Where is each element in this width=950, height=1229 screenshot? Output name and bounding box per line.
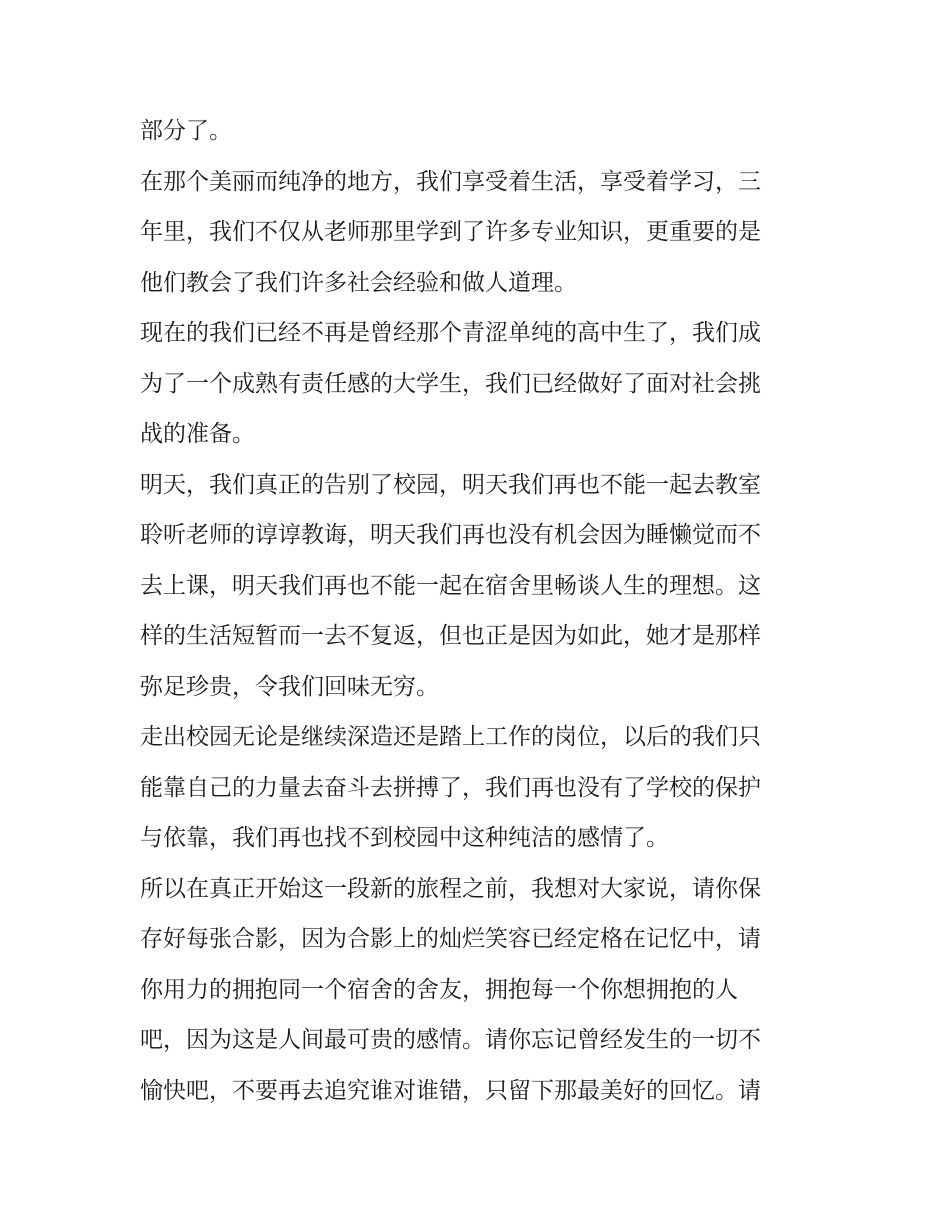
text-line: 你用力的拥抱同一个宿舍的舍友，拥抱每一个你想拥抱的人	[140, 976, 738, 1003]
text-line: 所以在真正开始这一段新的旅程之前，我想对大家说，请你保	[140, 875, 761, 902]
document-body	[140, 106, 812, 1116]
text-line: 为了一个成熟有责任感的大学生，我们已经做好了面对社会挑	[140, 370, 761, 397]
text-line: 现在的我们已经不再是曾经那个青涩单纯的高中生了，我们成	[140, 320, 761, 346]
text-line: 部分了。	[140, 118, 232, 144]
text-line: 明天，我们真正的告别了校园，明天我们再也不能一起去教室	[140, 471, 761, 498]
text-line: 走出校园无论是继续深造还是踏上工作的岗位，以后的我们只	[140, 724, 761, 750]
text-line: 年里，我们不仅从老师那里学到了许多专业知识，更重要的是	[140, 219, 761, 245]
text-line: 愉快吧，不要再去追究谁对谁错，只留下那最美好的回忆。请	[140, 1077, 761, 1104]
text-line: 在那个美丽而纯净的地方，我们享受着生活，享受着学习，三	[140, 168, 761, 195]
text-line: 样的生活短暂而一去不复返，但也正是因为如此，她才是那样	[140, 623, 761, 649]
text-line: 与依靠，我们再也找不到校园中这种纯洁的感情了。	[140, 825, 669, 851]
text-line: 能靠自己的力量去奋斗去拼搏了，我们再也没有了学校的保护	[140, 774, 761, 801]
text-line: 他们教会了我们许多社会经验和做人道理。	[140, 269, 577, 296]
text-line: 吧，因为这是人间最可贵的感情。请你忘记曾经发生的一切不	[140, 1027, 761, 1053]
text-line: 存好每张合影，因为合影上的灿烂笑容已经定格在记忆中，请	[140, 926, 761, 952]
text-line: 弥足珍贵，令我们回味无穷。	[140, 673, 439, 700]
text-line: 战的准备。	[140, 421, 255, 447]
text-line: 聆听老师的谆谆教诲，明天我们再也没有机会因为睡懒觉而不	[140, 522, 761, 548]
text-line: 去上课，明天我们再也不能一起在宿舍里畅谈人生的理想。这	[140, 572, 761, 599]
